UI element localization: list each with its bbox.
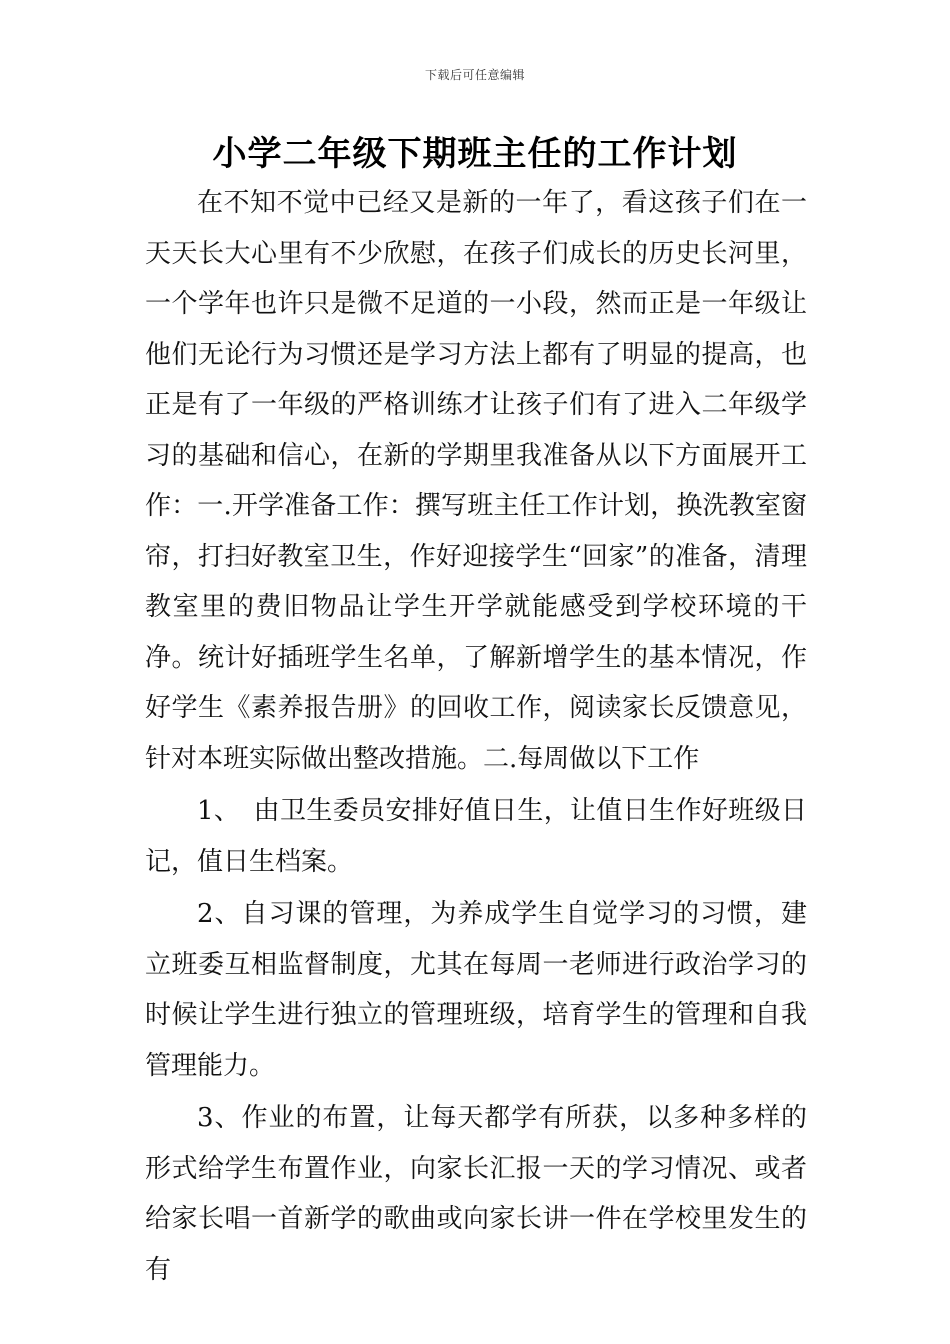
header-note: 下载后可任意编辑 xyxy=(424,68,525,82)
paragraph-item-2: 2、自习课的管理，为养成学生自觉学习的习惯，建立班委互相监督制度，尤其在每周一老师进行政治学习的时候让学生进行独立的管理班级，培育学生的管理和自我管理能力。 xyxy=(145,899,807,1081)
document-title: 小学二年级下期班主任的工作计划 xyxy=(212,134,738,174)
document-body xyxy=(145,178,807,1295)
paragraph-intro: 在不知不觉中已经又是新的一年了，看这孩子们在一天天长大心里有不少欣慰，在孩子们成长的历史长河里，一个学年也许只是微不足道的一小段，然而正是一年级让他们无论行为习惯还是学习方法上都有了明显的提高，也正是有了一年级的严格训练才让孩子们有了进入二年级学习的基础和信心，在新的学期里我准备从以下方面展开工作：一.开学准备工作：撰写班主任工作计划，换洗教室窗帘，打扫好教室卫生，作好迎接学生“回家”的准备，清理教室里的费旧物品让学生开学就能感受到学校环境的干净。统计好插班学生名单，了解新增学生的基本情况，作好学生《素养报告册》的回收工作，阅读家长反馈意见，针对本班实际做出整改措施。二.每周做以下工作 xyxy=(145,188,807,774)
paragraph-item-1: 1、 由卫生委员安排好值日生，让值日生作好班级日记，值日生档案。 xyxy=(145,796,807,877)
paragraph-item-3: 3、作业的布置，让每天都学有所获，以多种多样的形式给学生布置作业，向家长汇报一天的学习情况、或者给家长唱一首新学的歌曲或向家长讲一件在学校里发生的有 xyxy=(145,1103,807,1285)
